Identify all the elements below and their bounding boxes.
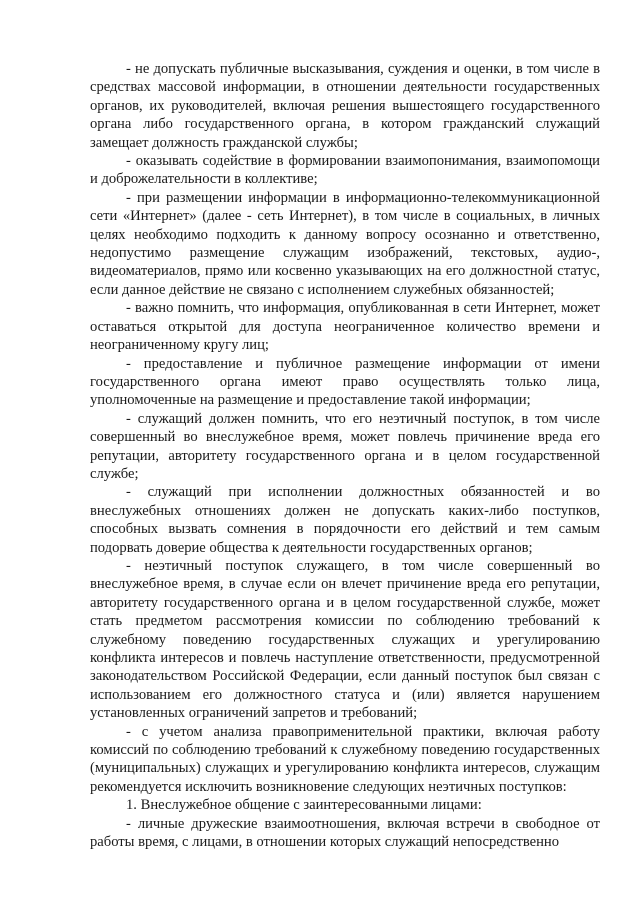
paragraph-practice-recommendations: - с учетом анализа правоприменительной практики, включая работу комиссий по соблюдению требований к служебному поведению государственных (муниципальных) служащих и урегулированию конфликта интересов, служащим рекомендуется исключить возникновение следующих неэтичных поступков:: [90, 723, 600, 795]
paragraph-commission-review: - неэтичный поступок служащего, в том числе совершенный во внеслужебное время, в случае если он влечет причинение вреда его репутации, авторитету государственного органа и в целом государственной службе, может стать предметом рассмотрения комиссии по соблюдению требований к служебному поведению государственных служащих и урегулированию конфликта интересов и повлечь наступление ответственности, предусмотренной законодательством Российской Федерации, если данный поступок был связан с использованием его должностного статуса и (или) является нарушением установленных ограничений запретов и требований;: [90, 557, 600, 722]
paragraph-section-heading-1: 1. Внеслужебное общение с заинтересованными лицами:: [126, 797, 482, 814]
paragraph-internet-posting: - при размещении информации в информационно-телекоммуникационной сети «Интернет» (далее - сеть Интернет), в том числе в социальных, в личных целях необходимо подходить к данному вопросу осознанно и ответственно, недопустимо размещение служащим изображений, текстовых, аудио-, видеоматериалов, прямо или косвенно указывающих на его должностной статус, если данное действие не связано с исполнением служебных обязанностей;: [90, 189, 600, 298]
paragraph-unethical-act-reputation: - служащий должен помнить, что его неэтичный поступок, в том числе совершенный во внеслужебное время, может повлечь причинение вреда его репутации, авторитету государственного органа и в целом государственной службе;: [90, 410, 600, 482]
paragraph-personal-relations: - личные дружеские взаимоотношения, включая встречи в свободное от работы время, с лицами, в отношении которых служащий непосредственно: [90, 815, 600, 851]
paragraph-authorized-publication: - предоставление и публичное размещение информации от имени государственного органа имеют право осуществлять только лица, уполномоченные на размещение и предоставление такой информации;: [90, 355, 600, 409]
document-body: [90, 60, 600, 851]
paragraph-internet-persistence: - важно помнить, что информация, опубликованная в сети Интернет, может оставаться открытой для доступа неограниченное количество времени и неограниченному кругу лиц;: [90, 300, 600, 354]
paragraph-mutual-understanding: - оказывать содействие в формировании взаимопонимания, взаимопомощи и доброжелательности в коллективе;: [90, 153, 600, 188]
paragraph-no-doubtful-acts: - служащий при исполнении должностных обязанностей и во внеслужебных отношениях должен не допускать каких-либо поступков, способных вызвать сомнения в порядочности его действий и тем самым подорвать доверие общества к деятельности государственных органов;: [90, 484, 600, 556]
paragraph-public-statements: - не допускать публичные высказывания, суждения и оценки, в том числе в средствах массовой информации, в отношении деятельности государственных органов, их руководителей, включая решения вышестоящего государственного органа либо государственного органа, в котором гражданский служащий замещает должность гражданской службы;: [90, 61, 600, 151]
